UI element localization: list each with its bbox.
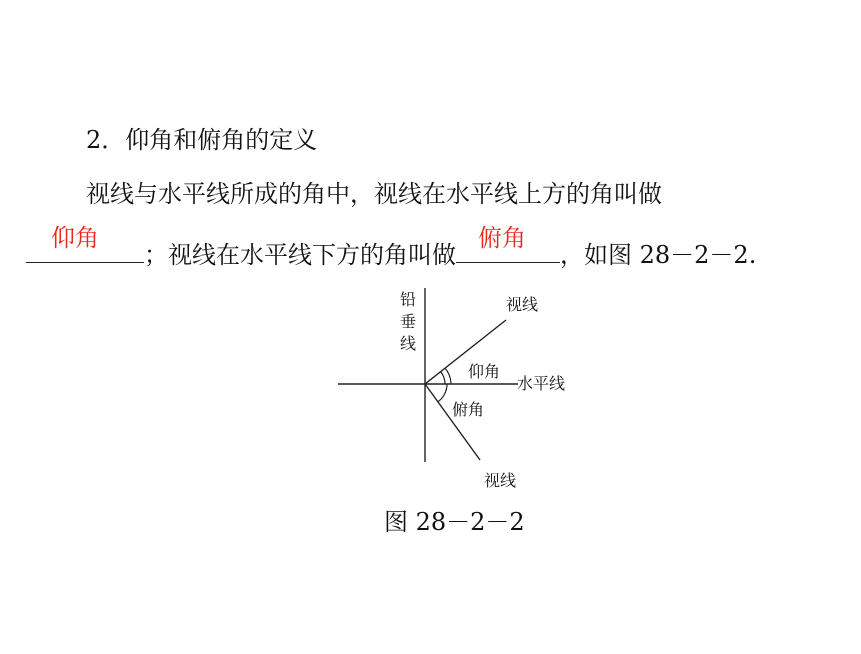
sight-line-label-top: 视线 — [506, 295, 539, 314]
plumb-line-label-char-2: 垂 — [400, 312, 417, 331]
answer-depression-angle: 俯角 — [478, 224, 526, 252]
answer-blank-elevation — [26, 224, 144, 263]
section-heading: 2．仰角和俯角的定义 — [86, 126, 318, 154]
definition-text-end: ，如图 28－2－2. — [560, 241, 757, 269]
depression-angle-arc — [438, 384, 447, 402]
definition-text-middle: ；视线在水平线下方的角叫做 — [144, 241, 456, 269]
definition-text-line-2 — [26, 224, 757, 271]
horizontal-line-label: 水平线 — [517, 374, 566, 393]
answer-elevation-angle: 仰角 — [51, 224, 99, 252]
elevation-angle-arc-inner — [441, 372, 445, 384]
answer-blank-depression — [456, 224, 560, 263]
elevation-angle-label: 仰角 — [468, 362, 501, 381]
figure-caption: 图 28－2－2 — [384, 508, 525, 536]
plumb-line-label-char-3: 线 — [400, 334, 417, 353]
definition-text-line-1: 视线与水平线所成的角中，视线在水平线上方的角叫做 — [86, 180, 662, 208]
elevation-angle-arc — [445, 368, 451, 384]
angle-diagram — [330, 280, 600, 495]
lower-sight-line — [425, 384, 480, 460]
depression-angle-label: 俯角 — [452, 400, 485, 419]
plumb-line-label-char-1: 铅 — [400, 290, 417, 309]
sight-line-label-bottom: 视线 — [484, 471, 517, 490]
